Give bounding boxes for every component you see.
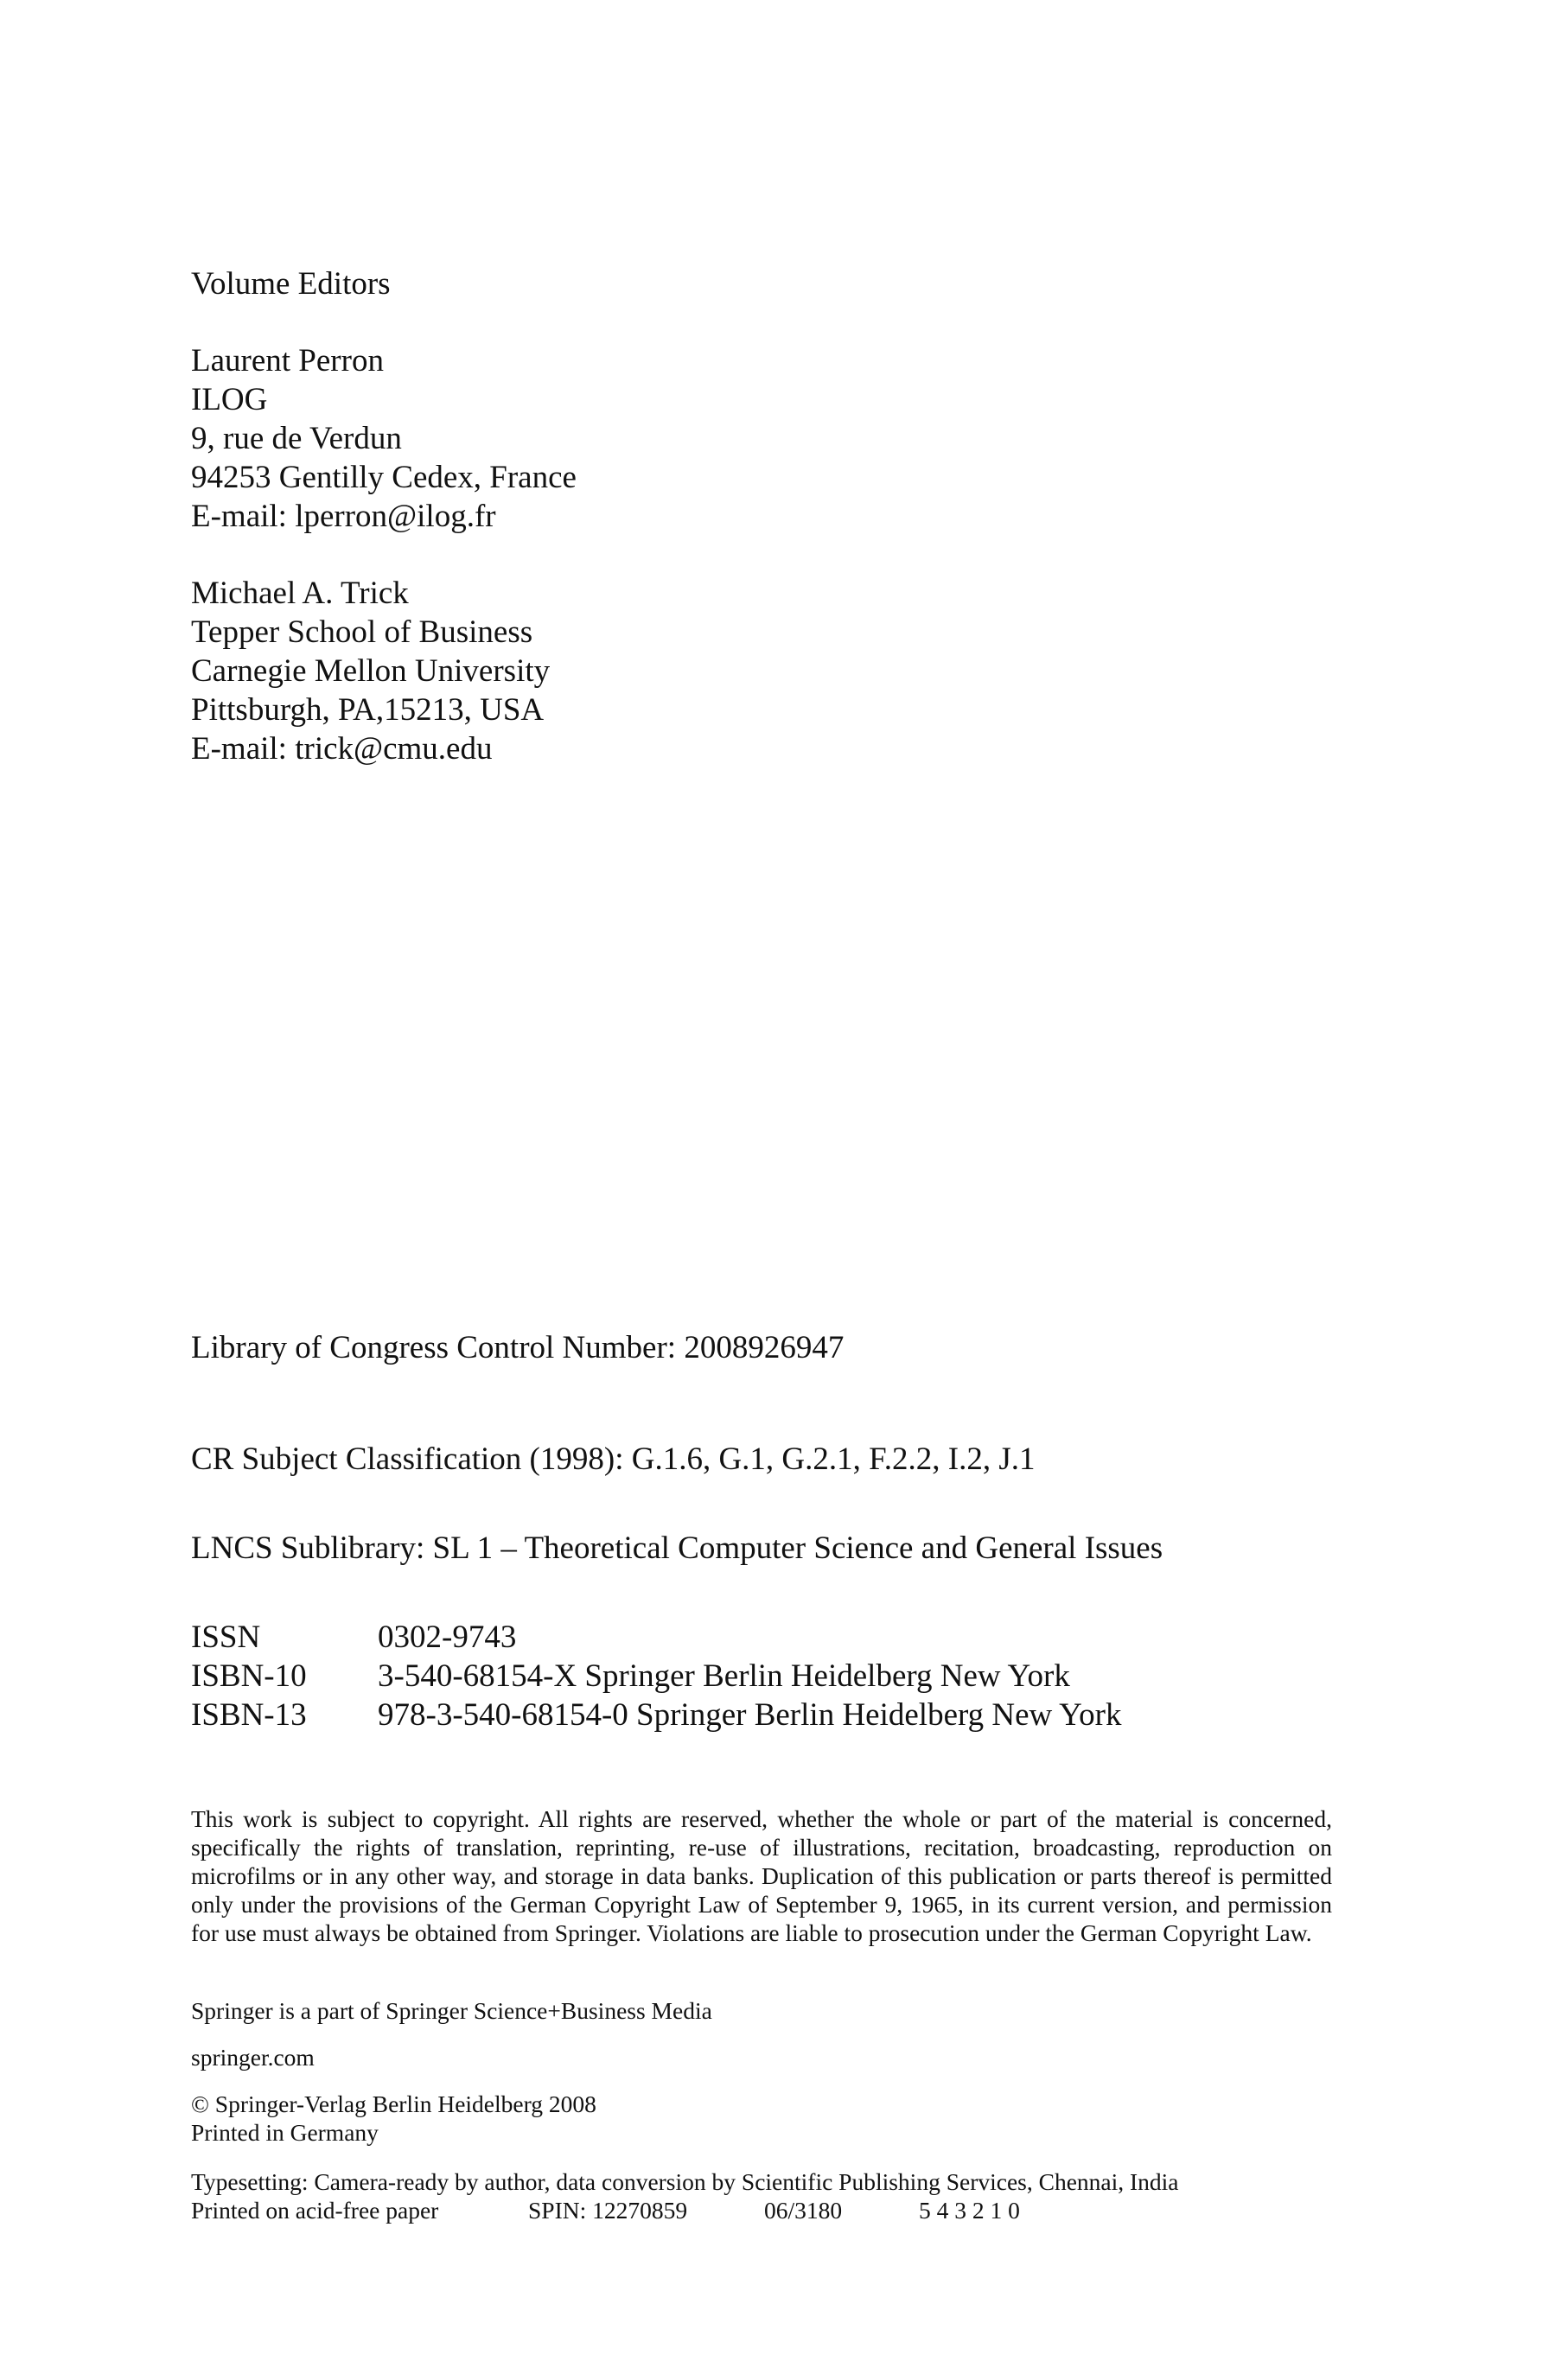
spin-number: SPIN: 12270859 <box>528 2197 688 2224</box>
copyright-notice: This work is subject to copyright. All rights are reserved, whether the whole or part of the material is concerned, specifically the rights of translation, reprinting, re-use of illustrations, recitation, broadcasting, reproduction on microfilms or in any other way, and storage in data banks. Duplication of this publication or parts thereof is permitted only under the provisions of the German Copyright Law of September 9, 1965, in its current version, and permission for use must always be obtained from Springer. Violations are liable to prosecution under the German Copyright Law. <box>191 1805 1332 1946</box>
volume-editors-heading: Volume Editors <box>191 266 391 302</box>
typesetting-line: Typesetting: Camera-ready by author, data conversion by Scientific Publishing Services, Chennai, India <box>191 2168 1179 2195</box>
springer-url: springer.com <box>191 2044 315 2071</box>
springer-part-of-line: Springer is a part of Springer Science+Business Media <box>191 1997 712 2024</box>
paper-note: Printed on acid-free paper <box>191 2197 439 2224</box>
printing-line: 5 4 3 2 1 0 <box>919 2197 1020 2224</box>
cr-classification-line: CR Subject Classification (1998): G.1.6, G.1, G.2.1, F.2.2, I.2, J.1 <box>191 1441 1036 1477</box>
identifiers-table <box>191 1618 1121 1734</box>
editor-city: Pittsburgh, PA,15213, USA <box>191 692 545 728</box>
identifier-value: 978-3-540-68154-0 Springer Berlin Heidelberg New York <box>378 1697 1122 1733</box>
production-code: 06/3180 <box>764 2197 843 2224</box>
editor-affiliation: ILOG <box>191 382 268 417</box>
lccn-line: Library of Congress Control Number: 2008926947 <box>191 1330 845 1365</box>
identifier-label: ISSN <box>191 1620 261 1655</box>
identifier-row-isbn13 <box>191 1696 1121 1734</box>
editor-name: Laurent Perron <box>191 343 384 379</box>
identifier-value: 0302-9743 <box>378 1620 517 1655</box>
editor-trick <box>191 574 577 768</box>
editor-perron <box>191 341 577 536</box>
copyright-holder-section <box>191 2090 596 2147</box>
editor-affiliation: Carnegie Mellon University <box>191 653 551 689</box>
identifier-row-issn <box>191 1618 1121 1657</box>
printed-in: Printed in Germany <box>191 2119 379 2146</box>
copyright-holder: © Springer-Verlag Berlin Heidelberg 2008 <box>191 2090 596 2117</box>
editor-city: 94253 Gentilly Cedex, France <box>191 460 577 495</box>
editor-email: E-mail: lperron@ilog.fr <box>191 499 496 534</box>
editor-street: 9, rue de Verdun <box>191 421 402 456</box>
editor-school: Tepper School of Business <box>191 614 533 650</box>
identifier-row-isbn10 <box>191 1657 1121 1696</box>
identifier-label: ISBN-10 <box>191 1658 307 1694</box>
production-section <box>191 2167 1179 2224</box>
editor-name: Michael A. Trick <box>191 576 409 611</box>
lncs-sublibrary-line: LNCS Sublibrary: SL 1 – Theoretical Computer Science and General Issues <box>191 1530 1163 1566</box>
identifier-label: ISBN-13 <box>191 1697 307 1733</box>
volume-editors-section <box>191 264 577 768</box>
editor-email: E-mail: trick@cmu.edu <box>191 731 493 767</box>
identifier-value: 3-540-68154-X Springer Berlin Heidelberg New York <box>378 1658 1070 1694</box>
printing-details-row <box>191 2196 1179 2224</box>
